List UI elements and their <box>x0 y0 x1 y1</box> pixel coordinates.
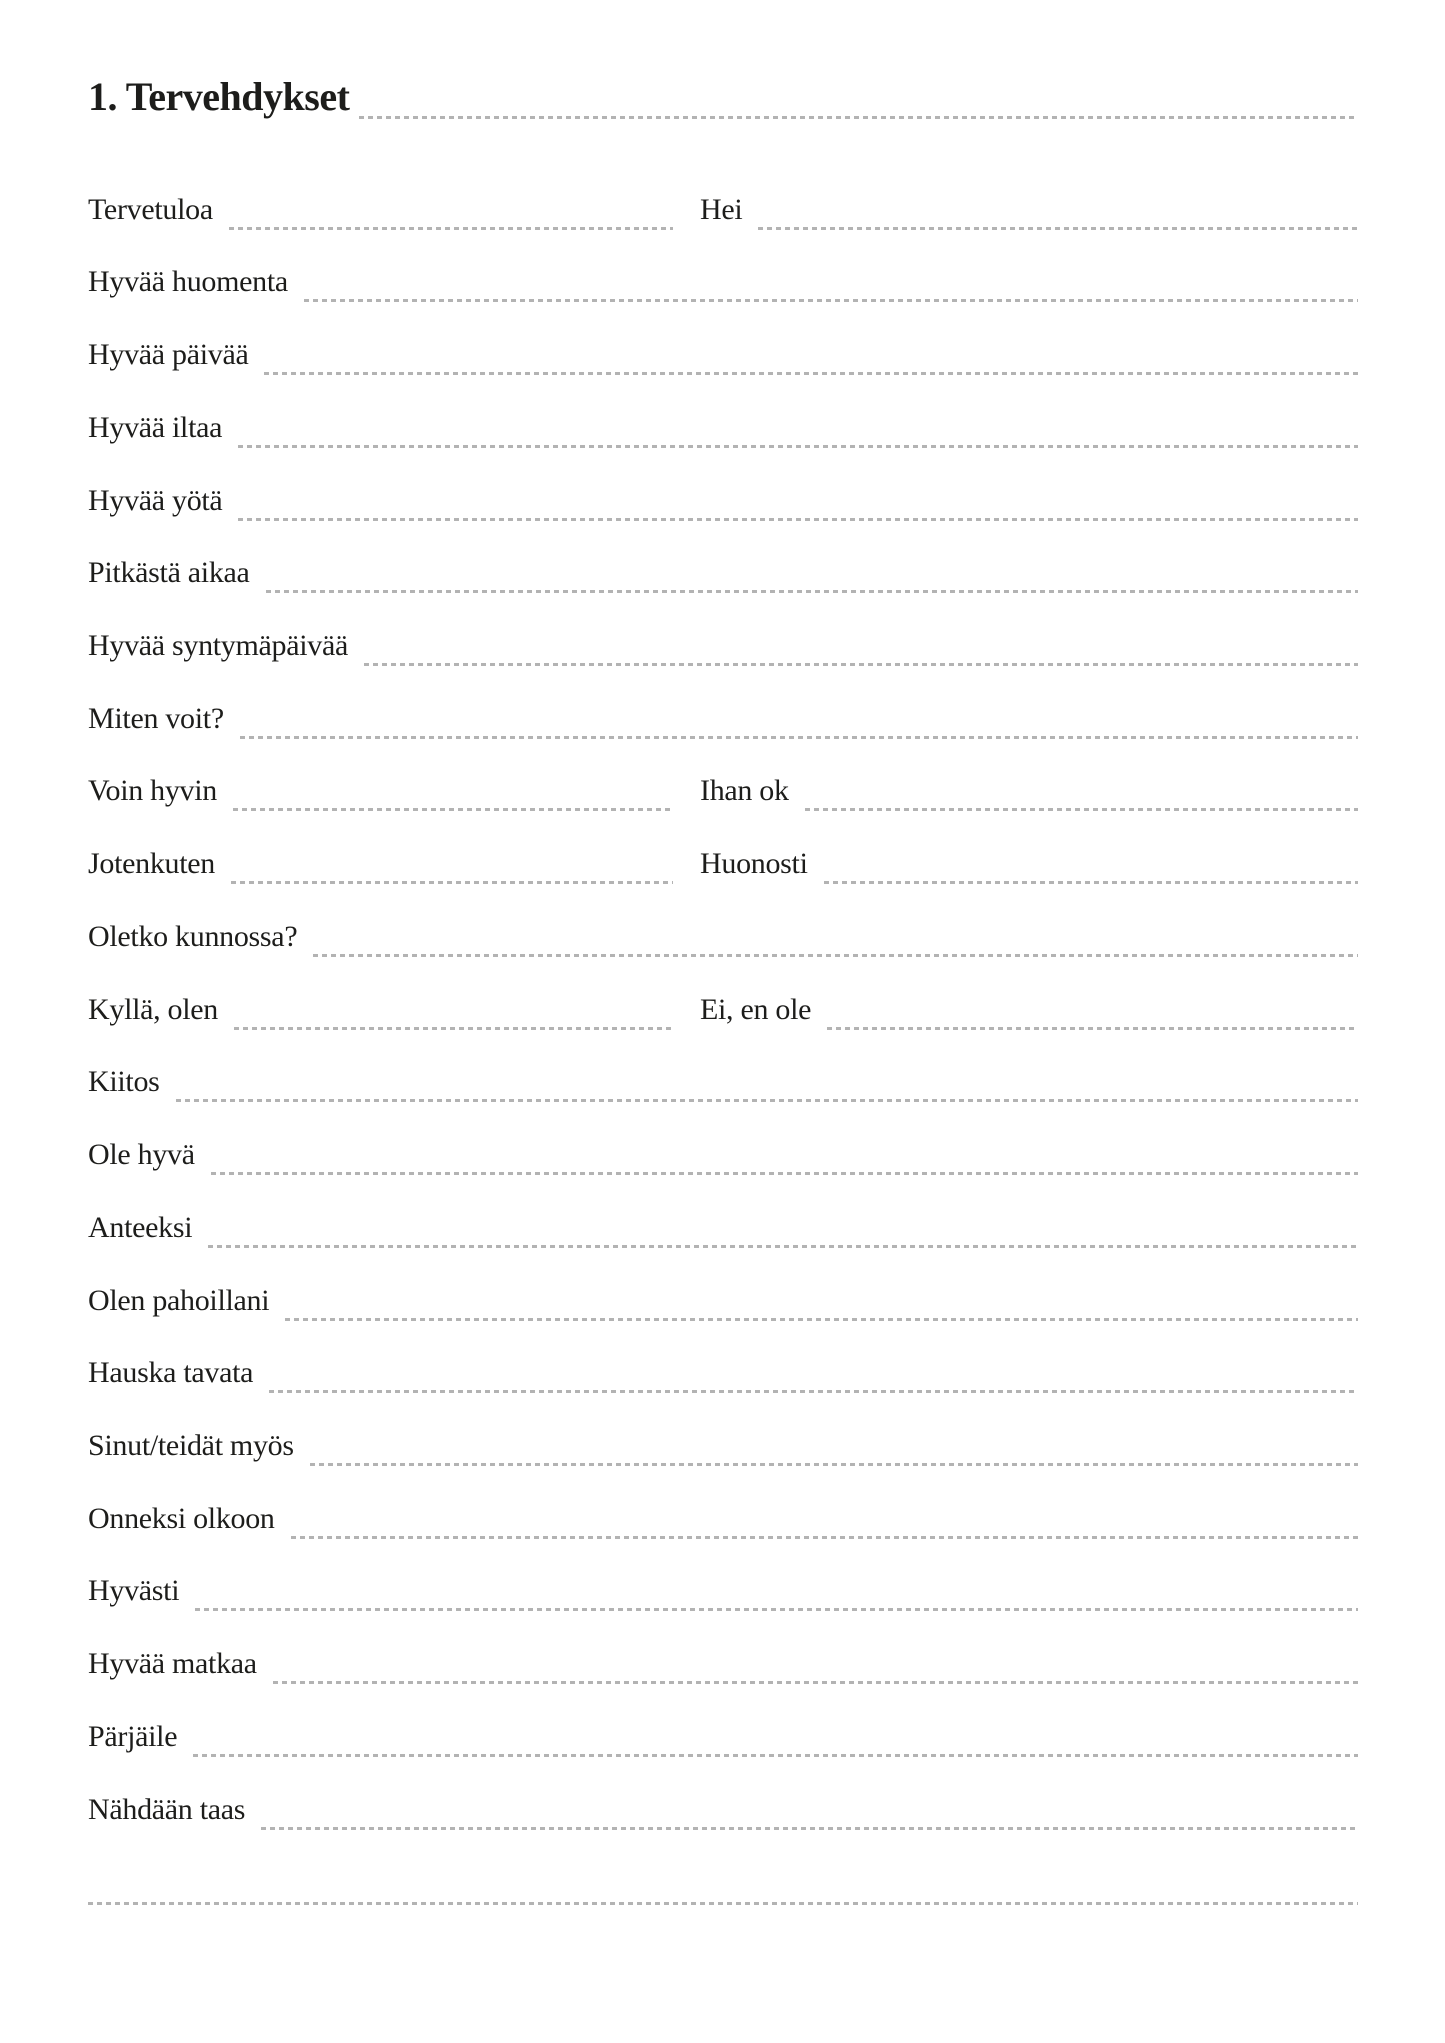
phrase-label: Hyvää matkaa <box>88 1647 257 1681</box>
phrase-row <box>88 302 1358 375</box>
phrase-row <box>88 884 1358 957</box>
phrase-row <box>88 157 1358 230</box>
phrase-row <box>88 1248 1358 1321</box>
phrase-label: Hauska tavata <box>88 1356 254 1390</box>
phrase-cell <box>700 739 1358 812</box>
phrase-row <box>88 666 1358 739</box>
phrase-label: Kiitos <box>88 1065 160 1099</box>
phrase-label: Miten voit? <box>88 701 224 735</box>
phrase-label: Hyvää yötä <box>88 483 223 517</box>
answer-blank <box>234 1027 673 1030</box>
answer-blank <box>269 1390 1358 1393</box>
answer-blank <box>193 1754 1358 1757</box>
answer-blank <box>824 881 1358 884</box>
phrase-row <box>88 375 1358 448</box>
phrase-label: Hyvää päivää <box>88 338 249 372</box>
phrase-row <box>88 1393 1358 1466</box>
phrase-row <box>88 593 1358 666</box>
answer-blank <box>238 518 1358 521</box>
phrase-row <box>88 957 1358 1030</box>
answer-blank <box>364 663 1358 666</box>
phrase-row <box>88 739 1358 812</box>
answer-blank <box>176 1099 1358 1102</box>
phrase-label: Ihan ok <box>700 774 789 808</box>
phrase-label: Sinut/teidät myös <box>88 1428 294 1462</box>
phrase-label: Kyllä, olen <box>88 992 219 1026</box>
phrase-label: Voin hyvin <box>88 774 217 808</box>
answer-blank <box>231 881 673 884</box>
answer-blank <box>264 372 1358 375</box>
phrase-label: Tervetuloa <box>88 192 213 226</box>
phrase-row <box>88 1611 1358 1684</box>
phrase-row <box>88 521 1358 594</box>
section-title-row <box>88 74 1358 120</box>
answer-blank <box>827 1027 1358 1030</box>
section-title: 1. Tervehdykset <box>88 74 350 119</box>
phrase-row <box>88 448 1358 521</box>
answer-blank <box>758 227 1358 230</box>
phrase-cell <box>88 157 673 230</box>
phrase-label: Pitkästä aikaa <box>88 556 250 590</box>
phrase-label: Olen pahoillani <box>88 1283 270 1317</box>
worksheet-page <box>88 0 1358 2043</box>
answer-blank <box>261 1827 1358 1830</box>
phrase-row <box>88 1757 1358 1830</box>
phrase-row <box>88 230 1358 303</box>
phrase-label: Nähdään taas <box>88 1792 246 1826</box>
phrase-row <box>88 811 1358 884</box>
phrase-cell <box>88 957 673 1030</box>
phrase-label: Huonosti <box>700 847 808 881</box>
phrase-label: Hyvää syntymäpäivää <box>88 629 349 663</box>
phrase-label: Hyvästi <box>88 1574 180 1608</box>
answer-blank <box>238 445 1358 448</box>
phrase-row <box>88 1175 1358 1248</box>
phrase-cell <box>88 739 673 812</box>
phrase-row <box>88 1102 1358 1175</box>
answer-blank <box>304 299 1358 302</box>
phrase-label: Ei, en ole <box>700 992 812 1026</box>
phrase-label: Hei <box>700 192 743 226</box>
footer-blank-line <box>88 1902 1358 1905</box>
answer-blank <box>211 1172 1358 1175</box>
phrase-label: Jotenkuten <box>88 847 215 881</box>
phrase-label: Oletko kunnossa? <box>88 919 298 953</box>
phrase-row <box>88 1539 1358 1612</box>
phrase-cell <box>700 957 1358 1030</box>
answer-blank <box>229 227 673 230</box>
phrase-label: Onneksi olkoon <box>88 1501 275 1535</box>
phrase-row <box>88 1466 1358 1539</box>
answer-blank <box>285 1318 1358 1321</box>
phrase-list <box>88 157 1358 1830</box>
phrase-label: Anteeksi <box>88 1210 193 1244</box>
phrase-label: Hyvää iltaa <box>88 410 223 444</box>
title-rule-line <box>359 116 1358 119</box>
phrase-row <box>88 1030 1358 1103</box>
answer-blank <box>273 1681 1358 1684</box>
answer-blank <box>208 1245 1358 1248</box>
answer-blank <box>266 590 1358 593</box>
phrase-label: Ole hyvä <box>88 1138 195 1172</box>
phrase-cell <box>88 811 673 884</box>
answer-blank <box>310 1463 1358 1466</box>
answer-blank <box>195 1608 1358 1611</box>
phrase-row <box>88 1684 1358 1757</box>
phrase-label: Hyvää huomenta <box>88 265 288 299</box>
phrase-cell <box>700 157 1358 230</box>
answer-blank <box>291 1536 1358 1539</box>
phrase-row <box>88 1321 1358 1394</box>
phrase-cell <box>700 811 1358 884</box>
phrase-label: Pärjäile <box>88 1719 178 1753</box>
